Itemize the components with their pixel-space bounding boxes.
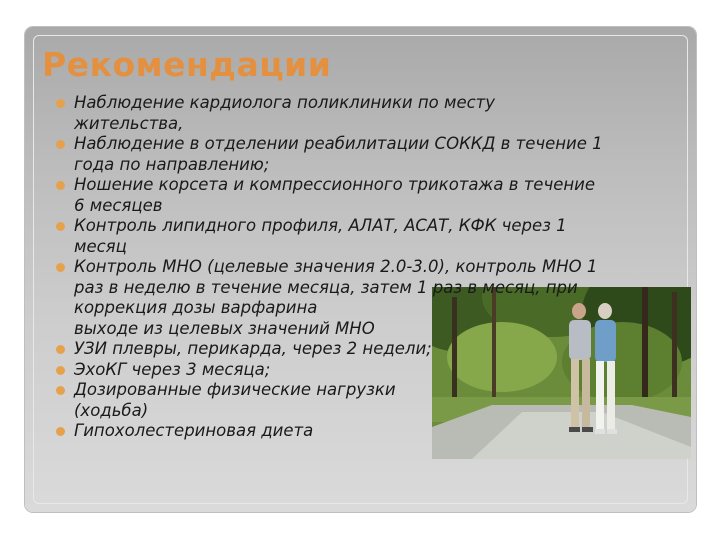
bullet-icon bbox=[56, 386, 65, 395]
list-item bbox=[50, 421, 690, 442]
list-item-text: Наблюдение кардиолога поликлиники по месту жительства, bbox=[74, 93, 496, 133]
list-item bbox=[50, 360, 690, 381]
list-item bbox=[50, 257, 690, 339]
bullet-icon bbox=[56, 140, 65, 149]
list-item bbox=[50, 175, 690, 216]
list-item-text: Контроль МНО (целевые значения 2.0-3.0), контроль МНО 1 раз в неделю в течение месяца, затем 1 раз в месяц, при коррекция дозы варфарина выходе из целевых значений МНО bbox=[74, 257, 598, 338]
bullet-icon bbox=[56, 345, 65, 354]
list-item bbox=[50, 216, 690, 257]
recommendations-list bbox=[50, 93, 690, 442]
list-item-text: Ношение корсета и компрессионного трикотажа в течение 6 месяцев bbox=[74, 175, 596, 215]
list-item bbox=[50, 339, 690, 360]
bullet-icon bbox=[56, 366, 65, 375]
bullet-icon bbox=[56, 427, 65, 436]
slide-title: Рекомендации bbox=[42, 45, 332, 84]
bullet-icon bbox=[56, 99, 65, 108]
bullet-icon bbox=[56, 181, 65, 190]
list-item bbox=[50, 93, 690, 134]
list-item-text: Наблюдение в отделении реабилитации СОККД в течение 1 года по направлению; bbox=[74, 134, 603, 174]
list-item bbox=[50, 380, 690, 421]
bullet-icon bbox=[56, 222, 65, 231]
list-item bbox=[50, 134, 690, 175]
bullet-icon bbox=[56, 263, 65, 272]
list-item-text: Контроль липидного профиля, АЛАТ, АСАТ, КФК через 1 месяц bbox=[74, 216, 567, 256]
list-item-text: УЗИ плевры, перикарда, через 2 недели; bbox=[74, 339, 432, 358]
list-item-text: Дозированные физические нагрузки (ходьба) bbox=[74, 380, 396, 420]
list-item-text: Гипохолестериновая диета bbox=[74, 421, 314, 440]
slide bbox=[25, 27, 696, 512]
list-item-text: ЭхоКГ через 3 месяца; bbox=[74, 359, 271, 379]
